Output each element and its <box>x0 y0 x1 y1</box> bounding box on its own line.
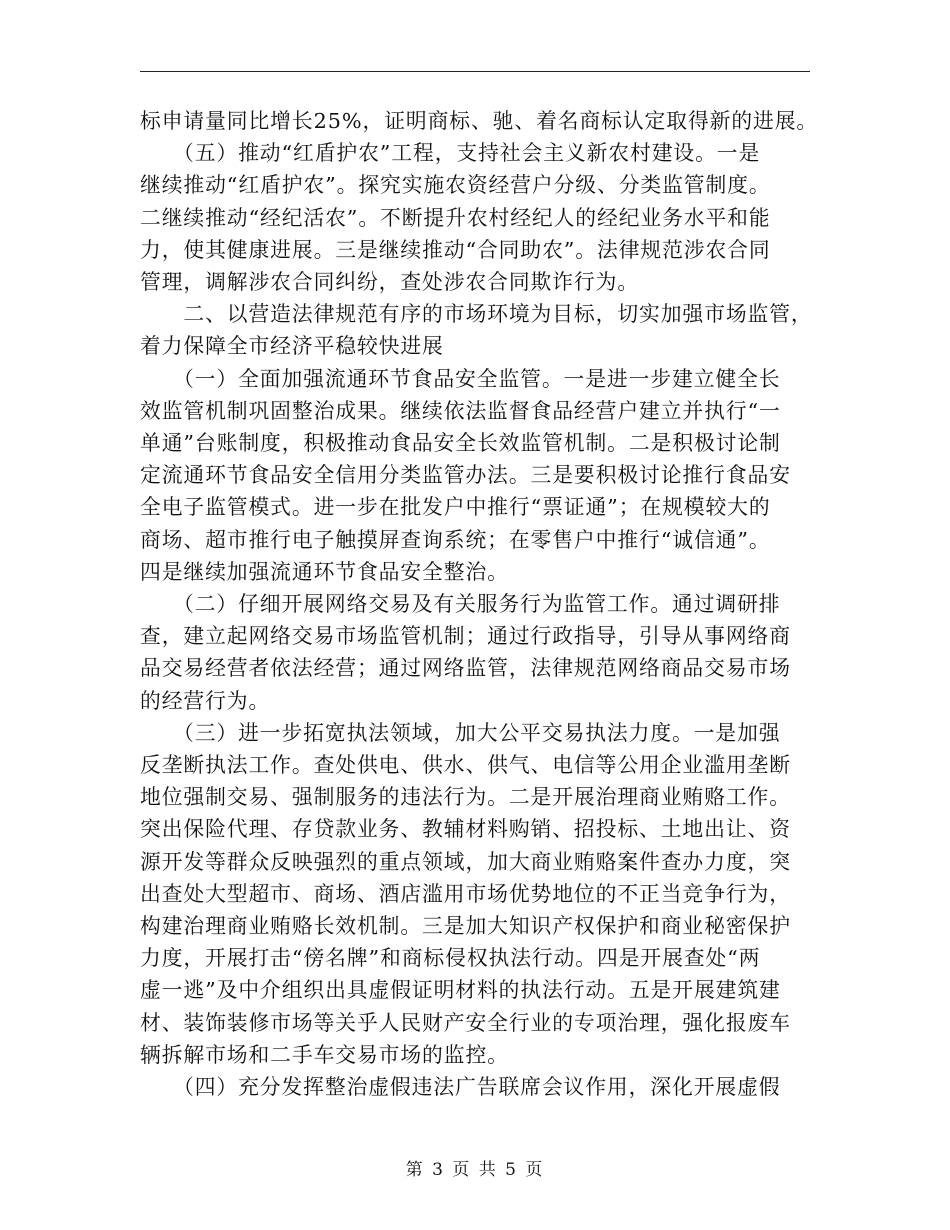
text-line: 力，使其健康进展。三是继续推动“合同助农”。法律规范涉农合同 <box>140 237 771 262</box>
text-line: 出查处大型超市、商场、酒店滥用市场优势地位的不正当竞争行为， <box>140 881 791 906</box>
text-line: 的经营行为。 <box>140 688 271 713</box>
text-line: 标申请量同比增长25%，证明商标、驰、着名商标认定取得新的进展。 <box>140 109 819 133</box>
text-line: 效监管机制巩固整治成果。继续依法监督食品经营户建立并执行“一 <box>140 398 781 423</box>
text-line: 全电子监管模式。进一步在批发户中推行“票证通”；在规模较大的 <box>140 495 771 520</box>
text-line: 辆拆解市场和二手车交易市场的监控。 <box>140 1042 509 1067</box>
text-line: 二继续推动“经纪活农”。不断提升农村经纪人的经纪业务水平和能 <box>140 205 771 230</box>
text-line: 继续推动“红盾护农”。探究实施农资经营户分级、分类监管制度。 <box>140 173 771 198</box>
text-line: 材、装饰装修市场等关乎人民财产安全行业的专项治理，强化报废车 <box>140 1010 791 1035</box>
text-line: 管理，调解涉农合同纠纷，查处涉农合同欺诈行为。 <box>140 270 640 294</box>
text-line: 力度，开展打击“傍名牌”和商标侵权执法行动。四是开展查处“两 <box>140 946 761 971</box>
text-line: 四是继续加强流通环节食品安全整治。 <box>140 559 509 584</box>
text-line: 地位强制交易、强制服务的违法行为。二是开展治理商业贿赂工作。 <box>140 785 791 810</box>
text-line: 着力保障全市经济平稳较快进展 <box>140 334 444 359</box>
text-line: （一）全面加强流通环节食品安全监管。一是进一步建立健全长 <box>140 366 781 391</box>
text-line: 品交易经营者依法经营；通过网络监管，法律规范网络商品交易市场 <box>140 656 791 681</box>
text-line: 查，建立起网络交易市场监管机制；通过行政指导，引导从事网络商 <box>140 624 791 649</box>
text-line: （五）推动“红盾护农”工程，支持社会主义新农村建设。一是 <box>140 141 761 166</box>
text-line: （三）进一步拓宽执法领域，加大公平交易执法力度。一是加强 <box>140 720 781 745</box>
text-line: 虚一逃”及中介组织出具虚假证明材料的执法行动。五是开展建筑建 <box>140 978 781 1003</box>
page-footer: 第 3 页 共 5 页 <box>405 1160 545 1180</box>
text-line: （二）仔细开展网络交易及有关服务行为监管工作。通过调研排 <box>140 592 781 616</box>
text-line: （四）充分发挥整治虚假违法广告联席会议作用，深化开展虚假 <box>140 1075 781 1099</box>
text-line: 商场、超市推行电子触摸屏查询系统；在零售户中推行“诚信通”。 <box>140 527 771 552</box>
text-line: 定流通环节食品安全信用分类监管办法。三是要积极讨论推行食品安 <box>140 463 791 488</box>
text-line: 构建治理商业贿赂长效机制。三是加大知识产权保护和商业秘密保护 <box>140 914 791 938</box>
text-line: 突出保险代理、存贷款业务、教辅材料购销、招投标、土地出让、资 <box>140 817 791 842</box>
text-line: 二、以营造法律规范有序的市场环境为目标，切实加强市场监管， <box>140 302 813 327</box>
text-line: 反垄断执法工作。查处供电、供水、供气、电信等公用企业滥用垄断 <box>140 753 791 777</box>
text-line: 源开发等群众反映强烈的重点领域，加大商业贿赂案件查办力度，突 <box>140 849 791 874</box>
header-rule <box>140 71 810 72</box>
text-line: 单通”台账制度，积极推动食品安全长效监管机制。二是积极讨论制 <box>140 431 781 455</box>
